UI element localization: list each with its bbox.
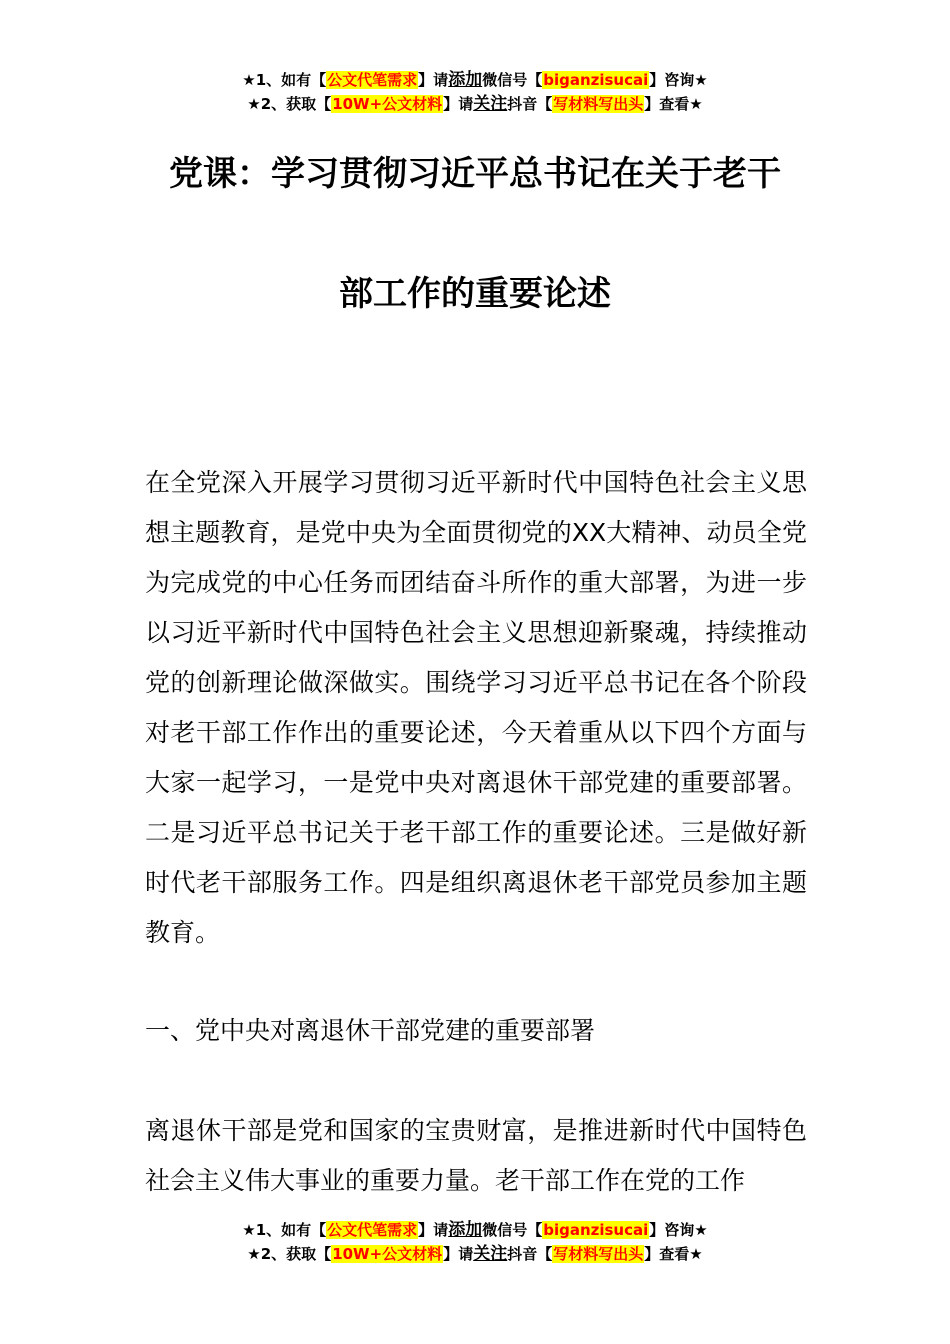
banner-highlight: 公文代笔需求 <box>327 71 418 89</box>
banner-text: 抖音【 <box>507 95 553 113</box>
footer-banner <box>0 1218 950 1266</box>
paragraph-text: 离退休干部是党和国家的宝贵财富，是推进新时代中国特色社会主义伟大事业的重要力量。老干部工作在党的工作 <box>145 1116 807 1195</box>
heading-text: 一、党中央对离退休干部党建的重要部署 <box>145 1016 596 1045</box>
banner-text: 】查看 <box>644 1245 690 1263</box>
banner-text: 】请 <box>418 1221 449 1239</box>
document-title-line-2: 部工作的重要论述 <box>339 274 611 314</box>
paragraph-text: 在全党深入开展学习贯彻习近平新时代中国特色社会主义思想主题教育，是党中央为全面贯彻党的XX大精神、动员全党为完成党的中心任务而团结奋斗所作的重大部署，为进一步以习近平新时代中国特色社会主义思想迎新聚魂，持续推动党的创新理论做深做实。围绕学习习近平总书记在各个阶段对老干部工作作出的重要论述，今天着重从以下四个方面与大家一起学习，一是党中央对离退休干部党建的重要部署。二是习近平总书记关于老干部工作的重要论述。三是做好新时代老干部服务工作。四是组织离退休老干部党员参加主题教育。 <box>145 468 807 947</box>
banner-line-2 <box>0 92 950 116</box>
banner-line-1 <box>0 1218 950 1242</box>
star-icon: ★ <box>689 1245 703 1263</box>
banner-highlight: 写材料写出头 <box>553 95 644 113</box>
section-paragraph <box>145 1106 807 1206</box>
banner-text: 2、获取【 <box>260 95 332 113</box>
banner-text: 微信号【 <box>482 1221 543 1239</box>
star-icon: ★ <box>242 1221 256 1239</box>
banner-emphasis: 关注 <box>473 94 508 114</box>
star-icon: ★ <box>694 71 708 89</box>
star-icon: ★ <box>247 1245 261 1263</box>
header-banner <box>0 68 950 116</box>
banner-text: 】请 <box>418 71 449 89</box>
banner-highlight: 公文代笔需求 <box>327 1221 418 1239</box>
intro-paragraph <box>145 458 807 958</box>
banner-emphasis: 添加 <box>448 1220 483 1240</box>
banner-text: 2、获取【 <box>260 1245 332 1263</box>
star-icon: ★ <box>694 1221 708 1239</box>
banner-text: 1、如有【 <box>255 1221 327 1239</box>
section-heading <box>145 1006 807 1056</box>
banner-line-1 <box>0 68 950 92</box>
banner-text: 】咨询 <box>649 71 695 89</box>
banner-text: 微信号【 <box>482 71 543 89</box>
banner-highlight: 10W+公文材料 <box>332 95 443 113</box>
banner-text: 】请 <box>443 95 474 113</box>
star-icon: ★ <box>242 71 256 89</box>
banner-highlight: 10W+公文材料 <box>332 1245 443 1263</box>
banner-text: 抖音【 <box>507 1245 553 1263</box>
document-title-line-1: 党课：学习贯彻习近平总书记在关于老干 <box>169 154 781 194</box>
banner-text: 】咨询 <box>649 1221 695 1239</box>
banner-emphasis: 关注 <box>473 1244 508 1264</box>
banner-emphasis: 添加 <box>448 70 483 90</box>
banner-text: 】查看 <box>644 95 690 113</box>
star-icon: ★ <box>689 95 703 113</box>
banner-line-2 <box>0 1242 950 1266</box>
banner-highlight: 写材料写出头 <box>553 1245 644 1263</box>
banner-text: 1、如有【 <box>255 71 327 89</box>
star-icon: ★ <box>247 95 261 113</box>
banner-highlight: biganzisucai <box>543 71 649 89</box>
banner-text: 】请 <box>443 1245 474 1263</box>
banner-highlight: biganzisucai <box>543 1221 649 1239</box>
